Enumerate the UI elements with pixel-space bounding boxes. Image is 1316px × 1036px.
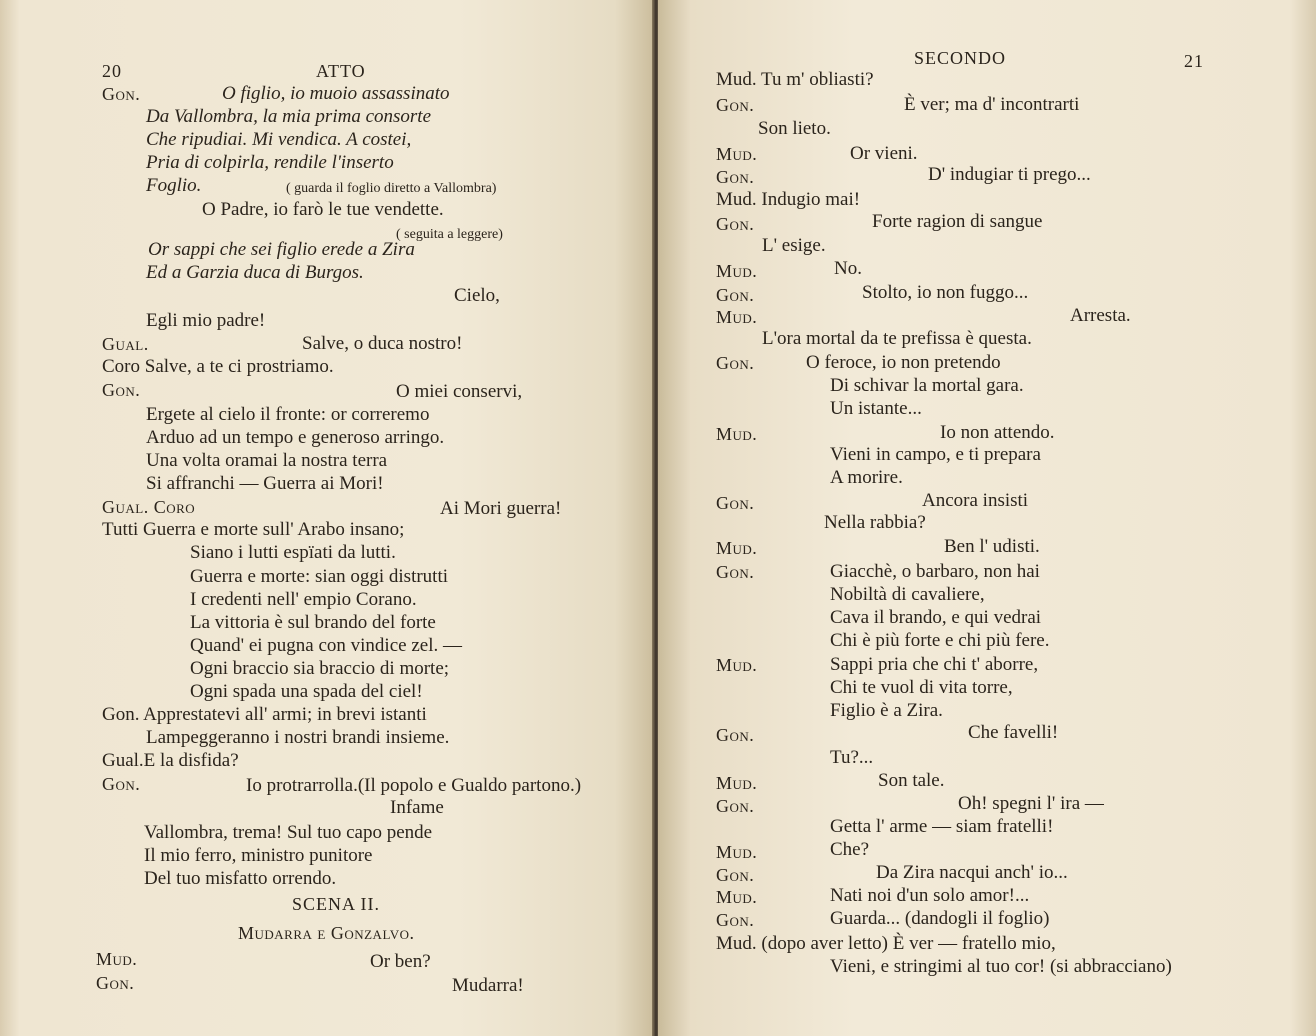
text-line: Di schivar la mortal gara. [830,375,1024,396]
text-line: Tutti Guerra e morte sull' Arabo insano; [102,519,405,540]
text-line: Si affranchi — Guerra ai Mori! [146,473,384,494]
text-line: Gon. Apprestatevi all' armi; in brevi istanti [102,704,427,725]
text-line: Quand' ei pugna con vindice zel. — [190,635,462,656]
text-line: O feroce, io non pretendo [806,352,1001,373]
text-line: Ogni braccio sia braccio di morte; [190,658,450,679]
text-line: Gon. [716,725,755,745]
text-line: Mudarra! [452,975,524,996]
text-line: Tu?... [830,747,874,768]
text-line: O Padre, io farò le tue vendette. [202,199,444,220]
text-line: Gon. [96,973,135,993]
text-line: Ancora insisti [922,490,1029,511]
text-line: Mud. [716,842,758,862]
text-line: Vallombra, trema! Sul tuo capo pende [144,822,433,843]
text-line: Giacchè, o barbaro, non hai [830,561,1040,582]
text-line: Infame [390,797,444,818]
text-line: Stolto, io non fuggo... [862,282,1029,303]
page-number-right: 21 [1184,51,1204,71]
text-line: L'ora mortal da te prefissa è questa. [762,328,1032,349]
text-line: Gon. [102,380,141,400]
text-line: SCENA II. [292,894,381,914]
text-line: Arduo ad un tempo e generoso arringo. [146,427,445,448]
text-line: Mud. [96,949,138,969]
text-line: Mud. [716,773,758,793]
running-head-left: ATTO [316,61,366,81]
text-line: Oh! spegni l' ira — [958,793,1104,814]
text-line: Una volta oramai la nostra terra [146,450,388,471]
text-line: Gon. [716,95,755,115]
text-line: Del tuo misfatto orrendo. [144,868,337,889]
text-line: Mud. Indugio mai! [716,189,861,210]
text-line: Gon. [716,493,755,513]
text-line: Da Zira nacqui anch' io... [876,862,1068,883]
text-line: Gon. [716,167,755,187]
text-line: A morire. [830,467,903,488]
text-line: Gon. [716,562,755,582]
text-line: Il mio ferro, ministro punitore [144,845,373,866]
text-line: ( seguita a leggere) [396,227,503,242]
text-line: Gon. [716,285,755,305]
right-page [658,0,1316,1036]
text-line: Figlio è a Zira. [830,700,943,721]
text-line: Arresta. [1070,305,1131,326]
text-line: Mud. [716,261,758,281]
text-line: Mud. (dopo aver letto) È ver — fratello mio, [716,933,1056,954]
text-line: Or vieni. [850,143,918,164]
text-line: Guerra e morte: sian oggi distrutti [190,566,449,587]
text-line: Gon. [716,353,755,373]
text-line: Chi è più forte e chi più fere. [830,630,1050,651]
text-line: Son lieto. [758,118,831,139]
text-line: Nati noi d'un solo amor!... [830,885,1030,906]
text-line: Guarda... (dandogli il foglio) [830,908,1050,929]
text-line: Mud. [716,538,758,558]
text-line: Che ripudiai. Mi vendica. A costei, [146,129,412,150]
text-line: Nella rabbia? [824,512,926,533]
text-line: Foglio. [146,175,202,196]
text-line: Son tale. [878,770,945,791]
text-line: Coro Salve, a te ci prostriamo. [102,356,334,377]
text-line: Or ben? [370,951,431,972]
text-line: Mud. Tu m' obliasti? [716,69,874,90]
text-line: Pria di colpirla, rendile l'inserto [146,152,394,173]
text-line: Che? [830,839,870,860]
text-line: Gon. [716,796,755,816]
text-line: Un istante... [830,398,922,419]
text-line: Lampeggeranno i nostri brandi insieme. [146,727,450,748]
text-line: Gual.E la disfida? [102,750,239,771]
text-line: Mud. [716,887,758,907]
text-line: Mud. [716,307,758,327]
text-line: Cava il brando, e qui vedrai [830,607,1042,628]
text-line: Ai Mori guerra! [440,498,562,519]
text-line: L' esige. [762,235,826,256]
text-line: Egli mio padre! [146,310,266,331]
text-line: Mudarra e Gonzalvo. [238,923,415,943]
text-line: Siano i lutti espïati da lutti. [190,542,396,563]
text-line: Chi te vuol di vita torre, [830,677,1013,698]
text-line: Io non attendo. [940,422,1055,443]
text-line: Io protrarrolla.(Il popolo e Gualdo partono.) [246,775,582,796]
text-line: No. [834,258,862,279]
text-line: Nobiltà di cavaliere, [830,584,985,605]
text-line: Gon. [716,865,755,885]
text-line: Che favelli! [968,722,1059,743]
text-line: O figlio, io muoio assassinato [222,83,450,104]
text-line: Gon. [716,910,755,930]
text-line: Ben l' udisti. [944,536,1040,557]
text-line: D' indugiar ti prego... [928,164,1091,185]
text-line: O miei conservi, [396,381,523,402]
left-page [0,0,654,1036]
text-line: Sappi pria che chi t' aborre, [830,654,1039,675]
text-line: Or sappi che sei figlio erede a Zira [148,239,415,260]
text-line: Gon. [716,214,755,234]
text-line: Gual. Coro [102,497,196,517]
text-line: La vittoria è sul brando del forte [190,612,436,633]
text-line: È ver; ma d' incontrarti [904,94,1080,115]
text-line: ( guarda il foglio diretto a Vallombra) [286,181,497,196]
text-line: Gon. [102,84,141,104]
text-line: Cielo, [454,285,500,306]
text-line: Getta l' arme — siam fratelli! [830,816,1054,837]
text-line: Ogni spada una spada del ciel! [190,681,423,702]
text-line: Mud. [716,424,758,444]
running-head-right: SECONDO [914,48,1007,68]
text-line: Mud. [716,655,758,675]
text-line: Vieni, e stringimi al tuo cor! (si abbracciano) [830,956,1172,977]
text-line: Gon. [102,774,141,794]
text-line: Ed a Garzia duca di Burgos. [146,262,364,283]
text-line: Vieni in campo, e ti prepara [830,444,1041,465]
text-line: Gual. [102,334,149,354]
text-line: I credenti nell' empio Corano. [190,589,417,610]
text-line: Forte ragion di sangue [872,211,1043,232]
page-number-left: 20 [102,61,122,81]
text-line: Ergete al cielo il fronte: or correremo [146,404,430,425]
text-line: Mud. [716,144,758,164]
text-line: Da Vallombra, la mia prima consorte [146,106,431,127]
text-line: Salve, o duca nostro! [302,333,463,354]
